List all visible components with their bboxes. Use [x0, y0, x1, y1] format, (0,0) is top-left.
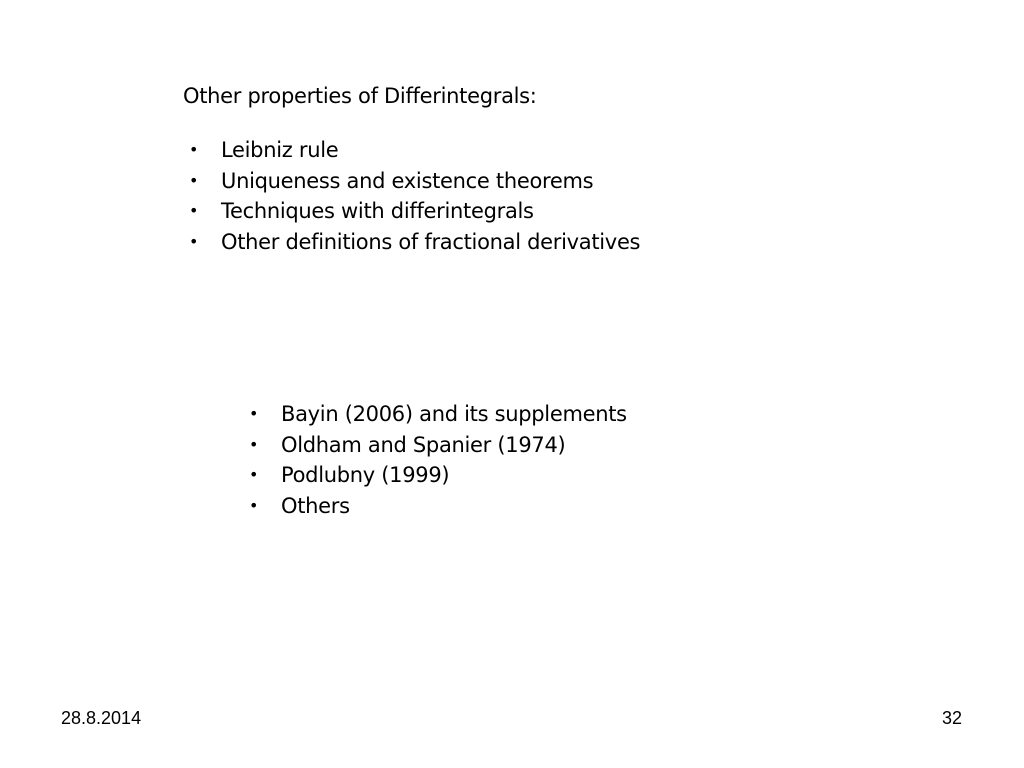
reference-item — [243, 399, 627, 430]
reference-item — [243, 491, 627, 522]
reference-item-label: Bayin (2006) and its supplements — [281, 402, 627, 426]
topic-item — [183, 196, 640, 227]
footer-page-number: 32 — [941, 708, 962, 728]
bullet-icon: • — [249, 465, 259, 485]
topic-list — [183, 135, 640, 257]
bullet-icon: • — [249, 495, 259, 515]
footer-date: 28.8.2014 — [61, 708, 142, 728]
reference-item — [243, 460, 627, 491]
bullet-icon: • — [189, 231, 199, 251]
topic-item-label: Uniqueness and existence theorems — [221, 168, 594, 193]
bullet-icon: • — [249, 404, 259, 423]
bullet-icon: • — [249, 434, 259, 454]
reference-item-label: Podlubny (1999) — [281, 463, 450, 488]
topic-item-label: Other definitions of fractional derivatives — [221, 229, 641, 254]
topic-item — [183, 166, 640, 197]
reference-item — [243, 430, 627, 461]
bullet-icon: • — [189, 140, 199, 159]
reference-list — [243, 399, 627, 521]
topic-item-label: Techniques with differintegrals — [221, 199, 534, 224]
topic-item — [183, 227, 640, 258]
slide-heading: Other properties of Differintegrals: — [183, 84, 537, 108]
reference-item-label: Oldham and Spanier (1974) — [281, 432, 566, 457]
topic-item — [183, 135, 640, 166]
topic-item-label: Leibniz rule — [221, 138, 339, 162]
bullet-icon: • — [189, 201, 199, 221]
reference-item-label: Others — [281, 493, 350, 518]
bullet-icon: • — [189, 170, 199, 190]
